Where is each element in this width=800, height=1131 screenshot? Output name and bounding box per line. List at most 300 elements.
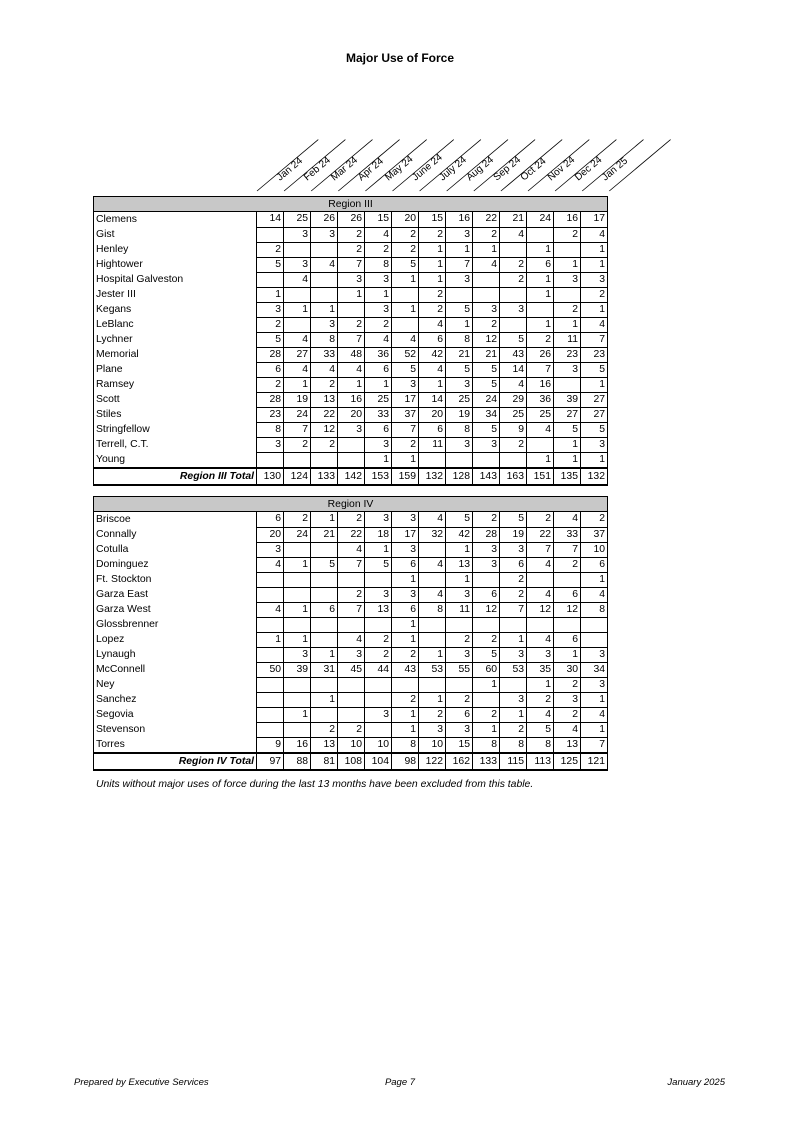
count-cell: 4: [257, 557, 284, 572]
count-cell: 15: [365, 212, 392, 228]
count-cell: 1: [473, 677, 500, 692]
count-cell: 1: [581, 302, 608, 317]
count-cell: 2: [284, 437, 311, 452]
count-cell: [392, 677, 419, 692]
total-cell: 113: [527, 753, 554, 770]
count-cell: [257, 272, 284, 287]
count-cell: 3: [338, 422, 365, 437]
count-cell: 8: [419, 602, 446, 617]
count-cell: 33: [554, 527, 581, 542]
count-cell: 3: [446, 227, 473, 242]
unit-name: Kegans: [94, 302, 257, 317]
total-cell: 135: [554, 468, 581, 485]
count-cell: 35: [527, 662, 554, 677]
count-cell: 2: [500, 722, 527, 737]
total-cell: 98: [392, 753, 419, 770]
count-cell: 9: [500, 422, 527, 437]
count-cell: 2: [365, 647, 392, 662]
table-row: [94, 707, 608, 722]
count-cell: 43: [392, 662, 419, 677]
table-row: [94, 377, 608, 392]
unit-name: Ramsey: [94, 377, 257, 392]
count-cell: [446, 452, 473, 468]
count-cell: [419, 677, 446, 692]
total-row: [94, 468, 608, 485]
count-cell: [284, 452, 311, 468]
count-cell: 1: [365, 287, 392, 302]
count-cell: 1: [392, 452, 419, 468]
count-cell: 5: [500, 332, 527, 347]
count-cell: 24: [527, 212, 554, 228]
count-cell: 27: [581, 392, 608, 407]
count-cell: 22: [527, 527, 554, 542]
count-cell: 7: [338, 557, 365, 572]
count-cell: 22: [311, 407, 338, 422]
unit-name: Ft. Stockton: [94, 572, 257, 587]
count-cell: 14: [500, 362, 527, 377]
count-cell: 3: [473, 557, 500, 572]
count-cell: 1: [419, 377, 446, 392]
unit-name: Stevenson: [94, 722, 257, 737]
count-cell: 7: [338, 332, 365, 347]
count-cell: [365, 722, 392, 737]
count-cell: 5: [446, 512, 473, 528]
count-cell: 4: [419, 557, 446, 572]
count-cell: 13: [365, 602, 392, 617]
count-cell: 16: [284, 737, 311, 753]
count-cell: 2: [554, 557, 581, 572]
count-cell: 15: [419, 212, 446, 228]
count-cell: 1: [392, 272, 419, 287]
count-cell: 3: [473, 542, 500, 557]
count-cell: 37: [581, 527, 608, 542]
count-cell: 6: [500, 557, 527, 572]
count-cell: 2: [338, 242, 365, 257]
total-label: Region IV Total: [94, 753, 257, 770]
count-cell: 2: [392, 242, 419, 257]
unit-name: Gist: [94, 227, 257, 242]
count-cell: 4: [554, 512, 581, 528]
count-cell: [257, 647, 284, 662]
count-cell: 25: [446, 392, 473, 407]
table-row: [94, 347, 608, 362]
count-cell: 25: [365, 392, 392, 407]
count-cell: 30: [554, 662, 581, 677]
count-cell: [338, 677, 365, 692]
count-cell: [527, 617, 554, 632]
count-cell: 5: [581, 422, 608, 437]
table-row: [94, 302, 608, 317]
count-cell: 10: [365, 737, 392, 753]
month-label: Mar 24: [329, 154, 360, 184]
total-cell: 133: [311, 468, 338, 485]
count-cell: 7: [581, 737, 608, 753]
count-cell: 37: [392, 407, 419, 422]
count-cell: 8: [257, 422, 284, 437]
count-cell: 7: [392, 422, 419, 437]
count-cell: 1: [446, 317, 473, 332]
count-cell: 34: [473, 407, 500, 422]
count-cell: 20: [392, 212, 419, 228]
count-cell: 50: [257, 662, 284, 677]
count-cell: [473, 272, 500, 287]
count-cell: 1: [419, 692, 446, 707]
count-cell: 3: [365, 707, 392, 722]
count-cell: [284, 617, 311, 632]
unit-name: Lynaugh: [94, 647, 257, 662]
count-cell: 8: [311, 332, 338, 347]
month-header: [0, 0, 800, 200]
count-cell: 12: [554, 602, 581, 617]
count-cell: 3: [500, 302, 527, 317]
count-cell: 2: [338, 227, 365, 242]
count-cell: 5: [392, 362, 419, 377]
count-cell: 12: [473, 602, 500, 617]
count-cell: 26: [311, 212, 338, 228]
count-cell: [311, 542, 338, 557]
unit-name: Jester III: [94, 287, 257, 302]
count-cell: [311, 587, 338, 602]
count-cell: 10: [338, 737, 365, 753]
count-cell: 17: [392, 527, 419, 542]
count-cell: 2: [473, 512, 500, 528]
count-cell: 21: [473, 347, 500, 362]
table-row: [94, 632, 608, 647]
count-cell: [473, 452, 500, 468]
count-cell: 8: [581, 602, 608, 617]
unit-name: Lopez: [94, 632, 257, 647]
count-cell: 2: [554, 707, 581, 722]
count-cell: 7: [338, 257, 365, 272]
count-cell: 6: [257, 512, 284, 528]
count-cell: 55: [446, 662, 473, 677]
count-cell: 25: [527, 407, 554, 422]
count-cell: 53: [419, 662, 446, 677]
month-label: Oct 24: [518, 155, 549, 184]
count-cell: 1: [419, 242, 446, 257]
footer-page: Page 7: [384, 1077, 416, 1088]
count-cell: 42: [419, 347, 446, 362]
count-cell: 13: [311, 737, 338, 753]
table-row: [94, 587, 608, 602]
count-cell: 3: [500, 542, 527, 557]
count-cell: 3: [257, 437, 284, 452]
total-cell: 128: [446, 468, 473, 485]
count-cell: 7: [338, 602, 365, 617]
count-cell: 1: [365, 452, 392, 468]
count-cell: [338, 437, 365, 452]
count-cell: 1: [527, 452, 554, 468]
count-cell: 39: [554, 392, 581, 407]
total-cell: 163: [500, 468, 527, 485]
count-cell: 5: [311, 557, 338, 572]
count-cell: [257, 452, 284, 468]
unit-name: Stiles: [94, 407, 257, 422]
total-cell: 143: [473, 468, 500, 485]
count-cell: 4: [527, 707, 554, 722]
count-cell: 20: [257, 527, 284, 542]
count-cell: 1: [392, 722, 419, 737]
count-cell: 3: [311, 227, 338, 242]
unit-name: Segovia: [94, 707, 257, 722]
region-iv-table: [93, 496, 608, 771]
table-row: [94, 542, 608, 557]
unit-name: Terrell, C.T.: [94, 437, 257, 452]
count-cell: 23: [257, 407, 284, 422]
count-cell: [311, 572, 338, 587]
count-cell: 4: [581, 587, 608, 602]
count-cell: 19: [284, 392, 311, 407]
count-cell: 7: [527, 542, 554, 557]
count-cell: 1: [284, 707, 311, 722]
count-cell: 25: [284, 212, 311, 228]
count-cell: [581, 617, 608, 632]
count-cell: 4: [311, 362, 338, 377]
total-cell: 108: [338, 753, 365, 770]
count-cell: [257, 617, 284, 632]
count-cell: 2: [581, 287, 608, 302]
count-cell: 6: [392, 602, 419, 617]
count-cell: 3: [500, 692, 527, 707]
table-row: [94, 677, 608, 692]
count-cell: 1: [311, 647, 338, 662]
count-cell: [311, 632, 338, 647]
count-cell: 8: [392, 737, 419, 753]
count-cell: [581, 632, 608, 647]
count-cell: 11: [419, 437, 446, 452]
unit-name: LeBlanc: [94, 317, 257, 332]
count-cell: 2: [500, 257, 527, 272]
count-cell: 2: [527, 692, 554, 707]
count-cell: 3: [473, 302, 500, 317]
count-cell: 28: [473, 527, 500, 542]
count-cell: [419, 452, 446, 468]
table-row: [94, 662, 608, 677]
month-label: Feb 24: [301, 154, 333, 184]
table-row: [94, 692, 608, 707]
count-cell: 3: [365, 302, 392, 317]
count-cell: 3: [392, 542, 419, 557]
table-row: [94, 737, 608, 753]
total-cell: 162: [446, 753, 473, 770]
count-cell: [257, 677, 284, 692]
count-cell: 43: [500, 347, 527, 362]
count-cell: 1: [554, 452, 581, 468]
count-cell: [311, 452, 338, 468]
count-cell: 2: [257, 317, 284, 332]
count-cell: 3: [392, 377, 419, 392]
count-cell: 6: [419, 422, 446, 437]
count-cell: 2: [392, 437, 419, 452]
count-cell: 19: [500, 527, 527, 542]
table-row: [94, 257, 608, 272]
table-row: [94, 362, 608, 377]
count-cell: 3: [284, 647, 311, 662]
unit-name: Lychner: [94, 332, 257, 347]
count-cell: 5: [473, 377, 500, 392]
count-cell: 48: [338, 347, 365, 362]
table-row: [94, 572, 608, 587]
count-cell: 1: [284, 602, 311, 617]
count-cell: [365, 677, 392, 692]
total-cell: 115: [500, 753, 527, 770]
unit-name: Briscoe: [94, 512, 257, 528]
count-cell: 3: [554, 362, 581, 377]
unit-name: Clemens: [94, 212, 257, 228]
count-cell: 2: [527, 512, 554, 528]
count-cell: 4: [419, 317, 446, 332]
count-cell: 18: [365, 527, 392, 542]
table-row: [94, 287, 608, 302]
unit-name: Dominguez: [94, 557, 257, 572]
count-cell: [311, 287, 338, 302]
count-cell: 1: [392, 632, 419, 647]
count-cell: 2: [392, 692, 419, 707]
total-cell: 121: [581, 753, 608, 770]
count-cell: [311, 617, 338, 632]
count-cell: 2: [500, 437, 527, 452]
count-cell: 26: [338, 212, 365, 228]
count-cell: 2: [527, 332, 554, 347]
count-cell: 9: [257, 737, 284, 753]
count-cell: [554, 572, 581, 587]
count-cell: 3: [554, 692, 581, 707]
count-cell: 1: [311, 512, 338, 528]
count-cell: 2: [554, 227, 581, 242]
count-cell: 1: [527, 242, 554, 257]
count-cell: [284, 242, 311, 257]
count-cell: [257, 572, 284, 587]
count-cell: 2: [365, 242, 392, 257]
count-cell: 6: [365, 362, 392, 377]
count-cell: 20: [419, 407, 446, 422]
count-cell: 2: [311, 722, 338, 737]
count-cell: 4: [473, 257, 500, 272]
unit-name: Henley: [94, 242, 257, 257]
count-cell: 4: [392, 332, 419, 347]
month-label: Sep 24: [491, 154, 524, 184]
count-cell: [554, 377, 581, 392]
count-cell: [365, 617, 392, 632]
count-cell: 4: [419, 512, 446, 528]
count-cell: 44: [365, 662, 392, 677]
count-cell: 21: [500, 212, 527, 228]
count-cell: 8: [446, 332, 473, 347]
month-label: June 24: [410, 151, 445, 184]
count-cell: 1: [527, 272, 554, 287]
count-cell: 3: [392, 587, 419, 602]
count-cell: 3: [338, 647, 365, 662]
unit-name: Plane: [94, 362, 257, 377]
total-cell: 133: [473, 753, 500, 770]
count-cell: 1: [527, 287, 554, 302]
unit-name: McConnell: [94, 662, 257, 677]
count-cell: 1: [284, 302, 311, 317]
footnote: Units without major uses of force during the last 13 months have been excluded from this table.: [96, 779, 534, 790]
table-row: [94, 422, 608, 437]
count-cell: 4: [554, 722, 581, 737]
count-cell: 29: [500, 392, 527, 407]
count-cell: [338, 707, 365, 722]
count-cell: 1: [554, 257, 581, 272]
count-cell: 13: [446, 557, 473, 572]
count-cell: 39: [284, 662, 311, 677]
footer-left: Prepared by Executive Services: [74, 1077, 209, 1088]
count-cell: 3: [365, 272, 392, 287]
count-cell: 8: [473, 737, 500, 753]
count-cell: [284, 572, 311, 587]
table-row: [94, 317, 608, 332]
count-cell: 33: [365, 407, 392, 422]
count-cell: 16: [446, 212, 473, 228]
count-cell: 23: [554, 347, 581, 362]
table-row: [94, 647, 608, 662]
count-cell: 3: [419, 722, 446, 737]
count-cell: 2: [365, 632, 392, 647]
count-cell: [338, 302, 365, 317]
count-cell: [473, 287, 500, 302]
count-cell: 3: [581, 647, 608, 662]
count-cell: 1: [257, 632, 284, 647]
count-cell: [554, 617, 581, 632]
total-cell: 132: [419, 468, 446, 485]
table-row: [94, 512, 608, 528]
count-cell: 5: [473, 362, 500, 377]
count-cell: 2: [338, 722, 365, 737]
total-label: Region III Total: [94, 468, 257, 485]
page-title: Major Use of Force: [345, 51, 455, 65]
count-cell: [527, 302, 554, 317]
count-cell: [473, 617, 500, 632]
count-cell: 2: [554, 677, 581, 692]
count-cell: 1: [419, 272, 446, 287]
count-cell: 1: [284, 632, 311, 647]
count-cell: 2: [392, 227, 419, 242]
count-cell: 3: [500, 647, 527, 662]
count-cell: 1: [500, 707, 527, 722]
table-row: [94, 272, 608, 287]
count-cell: 7: [554, 542, 581, 557]
unit-name: Hightower: [94, 257, 257, 272]
count-cell: 22: [473, 212, 500, 228]
table-row: [94, 617, 608, 632]
count-cell: [527, 437, 554, 452]
count-cell: 4: [419, 587, 446, 602]
unit-name: Garza East: [94, 587, 257, 602]
count-cell: 5: [500, 512, 527, 528]
count-cell: 4: [527, 422, 554, 437]
count-cell: 2: [257, 377, 284, 392]
unit-name: Torres: [94, 737, 257, 753]
count-cell: 27: [581, 407, 608, 422]
count-cell: [257, 587, 284, 602]
count-cell: 2: [500, 272, 527, 287]
count-cell: 7: [500, 602, 527, 617]
month-label: Aug 24: [464, 154, 496, 184]
count-cell: 3: [581, 677, 608, 692]
count-cell: [338, 692, 365, 707]
count-cell: 3: [527, 647, 554, 662]
count-cell: 14: [419, 392, 446, 407]
count-cell: 25: [500, 407, 527, 422]
count-cell: 6: [392, 557, 419, 572]
count-cell: 1: [392, 572, 419, 587]
region-header: Region IV: [94, 497, 608, 512]
count-cell: 7: [284, 422, 311, 437]
table-row: [94, 407, 608, 422]
count-cell: 1: [446, 542, 473, 557]
count-cell: 4: [365, 332, 392, 347]
